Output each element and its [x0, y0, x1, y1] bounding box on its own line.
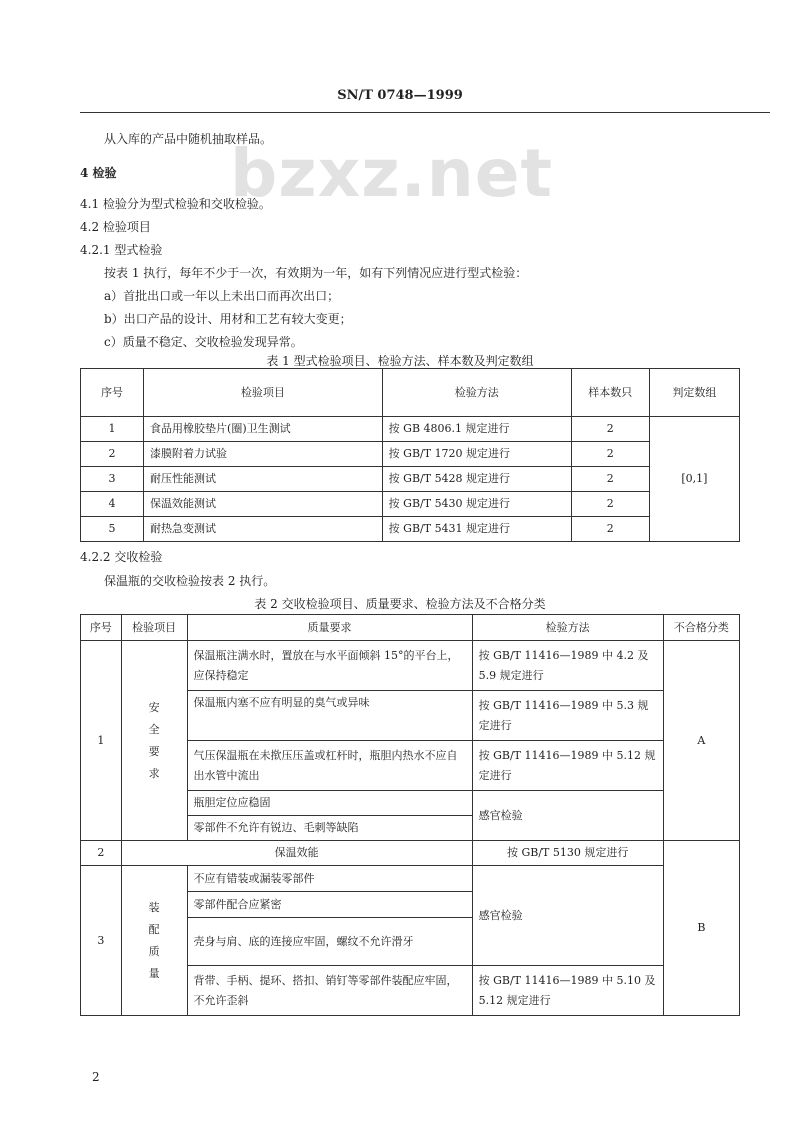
cell: 按 GB/T 5431 规定进行: [382, 517, 571, 542]
clause: 4.2.1 型式检验: [80, 243, 163, 257]
col-header: 不合格分类: [663, 615, 739, 641]
cell: 耐热急变测试: [144, 517, 383, 542]
col-header: 样本数只: [571, 369, 649, 417]
col-header: 检验项目: [121, 615, 187, 641]
cell: 按 GB/T 11416—1989 中 5.10 及 5.12 规定进行: [472, 966, 663, 1016]
table2-caption: 表 2 交收检验项目、质量要求、检验方法及不合格分类: [254, 597, 546, 611]
col-header: 判定数组: [649, 369, 739, 417]
cell: 背带、手柄、提环、搭扣、销钉等零部件装配应牢固，不允许歪斜: [187, 966, 472, 1016]
cell: 2: [81, 442, 144, 467]
cell: [121, 866, 187, 1016]
col-header: 序号: [81, 369, 144, 417]
cell: 按 GB/T 5430 规定进行: [382, 492, 571, 517]
clause: 4.2.2 交收检验: [80, 550, 163, 564]
page-header: SN/T 0748—1999: [337, 88, 463, 103]
col-header: 检验方法: [472, 615, 663, 641]
col-header: 检验方法: [382, 369, 571, 417]
table-row: [81, 417, 740, 442]
cell: 气压保温瓶在未揿压压盖或杠杆时，瓶胆内热水不应自出水管中流出: [187, 741, 472, 791]
cell: 耐压性能测试: [144, 467, 383, 492]
cell: 3: [81, 866, 122, 1016]
cell: [121, 641, 187, 841]
table-row: [81, 467, 740, 492]
table-row: [81, 492, 740, 517]
cell: 保温效能: [121, 841, 472, 866]
cell: 4: [81, 492, 144, 517]
list-item: c）质量不稳定、交收检验发现异常。: [104, 335, 303, 349]
class-cell: B: [663, 841, 739, 1016]
cell: 零部件不允许有锐边、毛刺等缺陷: [187, 816, 472, 841]
judgement-cell: [0,1]: [649, 417, 739, 542]
vertical-label: 装配质量: [148, 900, 160, 980]
cell: 按 GB/T 5428 规定进行: [382, 467, 571, 492]
list-item: b）出口产品的设计、用材和工艺有较大变更；: [104, 312, 352, 326]
page-number: 2: [92, 1070, 100, 1084]
watermark: bzxz.net: [230, 135, 554, 212]
section-heading: 4 检验: [80, 166, 117, 180]
cell: 2: [571, 492, 649, 517]
clause: 4.1 检验分为型式检验和交收检验。: [80, 197, 271, 211]
col-header: 序号: [81, 615, 122, 641]
cell: 按 GB/T 5130 规定进行: [472, 841, 663, 866]
vertical-label: 安全要求: [148, 700, 160, 780]
cell: 保温瓶内塞不应有明显的臭气或异味: [187, 691, 472, 741]
cell: 2: [571, 442, 649, 467]
cell: 1: [81, 417, 144, 442]
header-rule: [80, 112, 770, 113]
paragraph: 从入库的产品中随机抽取样品。: [104, 132, 273, 146]
cell: 按 GB/T 11416—1989 中 5.3 规定进行: [472, 691, 663, 741]
paragraph: 按表 1 执行，每年不少于一次，有效期为一年，如有下列情况应进行型式检验：: [104, 266, 528, 280]
table-row: [81, 517, 740, 542]
cell: 按 GB/T 1720 规定进行: [382, 442, 571, 467]
cell: 食品用橡胶垫片(圈)卫生测试: [144, 417, 383, 442]
cell: 按 GB/T 11416—1989 中 4.2 及 5.9 规定进行: [472, 641, 663, 691]
cell: 5: [81, 517, 144, 542]
cell: 感官检验: [472, 866, 663, 966]
table-row: [81, 442, 740, 467]
cell: 不应有错装或漏装零部件: [187, 866, 472, 892]
class-cell: A: [663, 641, 739, 841]
paragraph: 保温瓶的交收检验按表 2 执行。: [104, 574, 276, 588]
cell: 2: [571, 517, 649, 542]
cell: 按 GB 4806.1 规定进行: [382, 417, 571, 442]
cell: 零部件配合应紧密: [187, 892, 472, 918]
table1-caption: 表 1 型式检验项目、检验方法、样本数及判定数组: [266, 354, 534, 368]
cell: 壳身与肩、底的连接应牢固，螺纹不允许滑牙: [187, 918, 472, 966]
cell: 漆膜附着力试验: [144, 442, 383, 467]
cell: 感官检验: [472, 791, 663, 841]
cell: 保温效能测试: [144, 492, 383, 517]
table-2: [80, 614, 740, 1016]
cell: 2: [571, 467, 649, 492]
list-item: a）首批出口或一年以上未出口而再次出口；: [104, 289, 340, 303]
cell: 2: [81, 841, 122, 866]
table-1: [80, 368, 740, 542]
cell: 1: [81, 641, 122, 841]
cell: 保温瓶注满水时，置放在与水平面倾斜 15°的平台上，应保持稳定: [187, 641, 472, 691]
clause: 4.2 检验项目: [80, 220, 151, 234]
cell: 按 GB/T 11416—1989 中 5.12 规定进行: [472, 741, 663, 791]
cell: 瓶胆定位应稳固: [187, 791, 472, 816]
cell: 2: [571, 417, 649, 442]
cell: 3: [81, 467, 144, 492]
col-header: 检验项目: [144, 369, 383, 417]
col-header: 质量要求: [187, 615, 472, 641]
